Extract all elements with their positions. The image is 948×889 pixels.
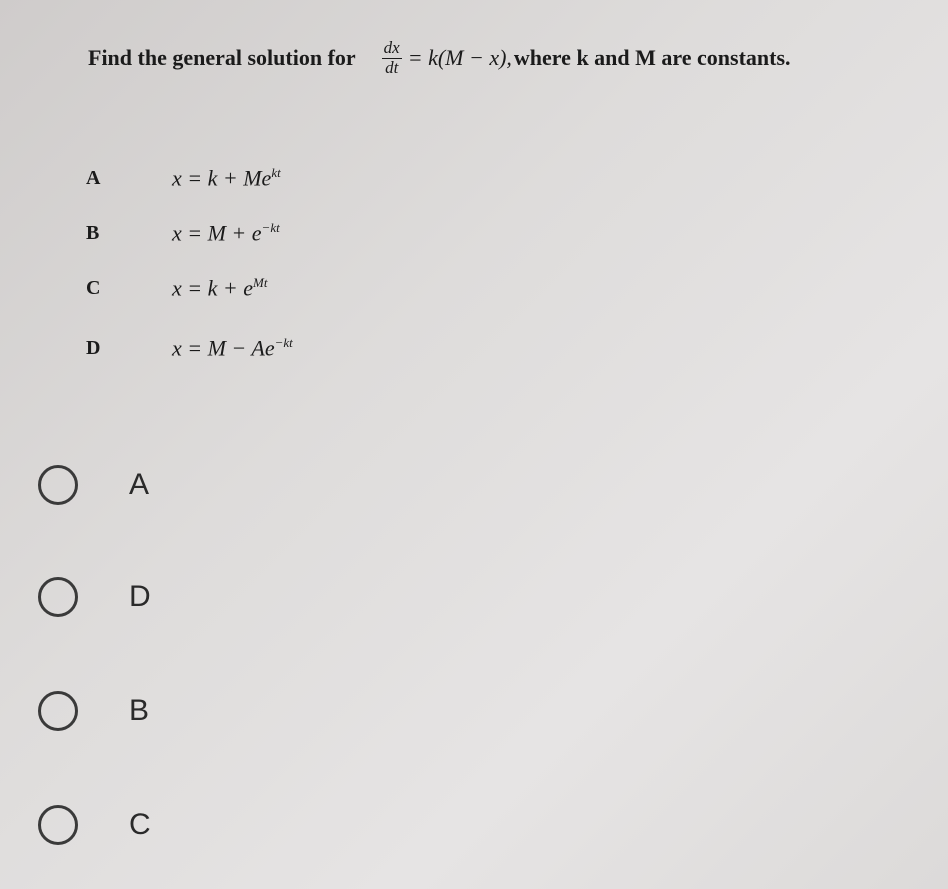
expression-exponent: −kt <box>261 219 280 235</box>
answer-option-c[interactable] <box>38 800 238 850</box>
choice-letter: D <box>86 336 101 359</box>
fraction-numerator: dx <box>383 37 400 57</box>
expression-exponent: kt <box>271 164 281 180</box>
radio-button[interactable] <box>38 805 78 845</box>
expression-exponent: −kt <box>274 334 293 350</box>
question-text <box>88 28 938 88</box>
option-label: A <box>129 468 150 501</box>
choice-letter: A <box>86 166 101 189</box>
choice-letter: C <box>86 276 101 299</box>
radio-button[interactable] <box>38 465 78 505</box>
option-label: B <box>129 694 150 727</box>
choice-c <box>86 270 506 306</box>
expression-exponent: Mt <box>253 274 268 290</box>
option-label: D <box>129 580 151 613</box>
choice-a <box>86 160 506 196</box>
radio-button[interactable] <box>38 577 78 617</box>
choice-expression <box>172 335 293 361</box>
question-prefix: Find the general solution for <box>88 45 356 70</box>
choice-expression <box>172 275 267 301</box>
choice-letter: B <box>86 221 100 244</box>
choice-d <box>86 330 506 366</box>
choice-expression <box>172 165 281 191</box>
expression-base: x = M − Ae <box>172 335 275 361</box>
question-suffix: where k and M are constants. <box>513 45 791 70</box>
radio-button[interactable] <box>38 691 78 731</box>
answer-option-a[interactable] <box>38 460 238 510</box>
option-label: C <box>129 808 151 841</box>
choice-b <box>86 215 506 251</box>
expression-base: x = k + e <box>172 275 253 301</box>
expression-base: x = k + Me <box>172 165 272 191</box>
expression-base: x = M + e <box>172 220 262 246</box>
answer-option-d[interactable] <box>38 572 238 622</box>
fraction-denominator: dt <box>385 57 399 77</box>
answer-option-b[interactable] <box>38 686 238 736</box>
equation-rest: = k(M − x), <box>407 45 512 70</box>
derivative-fraction <box>382 39 402 77</box>
choice-expression <box>172 220 280 246</box>
